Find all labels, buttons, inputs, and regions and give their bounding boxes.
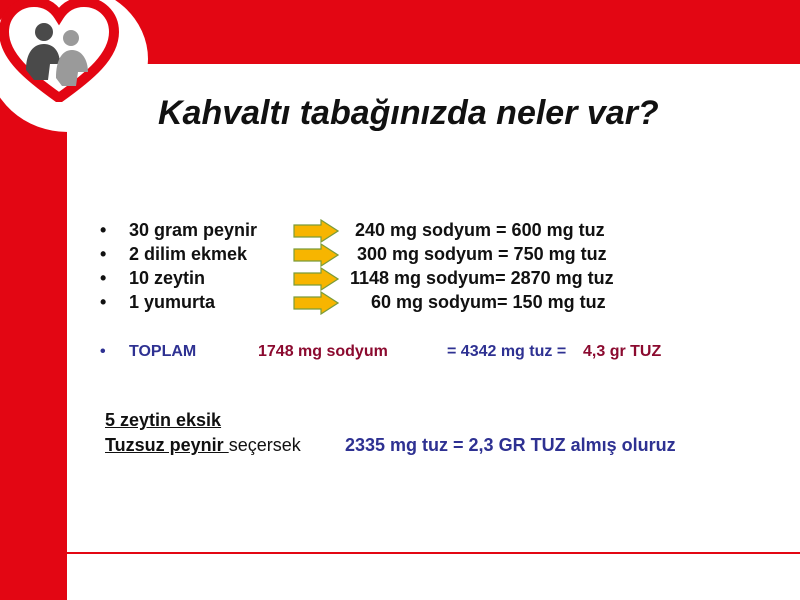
- bottom-divider: [67, 552, 800, 554]
- bullet: •: [100, 220, 107, 240]
- sodium-value: 240 mg sodyum = 600 mg tuz: [355, 220, 605, 240]
- sodium-value: 300 mg sodyum = 750 mg tuz: [357, 244, 607, 264]
- total-grams: 4,3 gr TUZ: [583, 343, 662, 360]
- food-name: 2 dilim ekmek: [129, 244, 248, 264]
- heart-family-logo-icon: [0, 0, 120, 102]
- sodium-value: 60 mg sodyum= 150 mg tuz: [371, 292, 606, 312]
- note-underlined-text: Tuzsuz peynir: [105, 435, 229, 455]
- note-line-2: [105, 435, 676, 456]
- bullet: •: [100, 343, 106, 360]
- note-line-1: 5 zeytin eksik: [105, 410, 222, 430]
- bullet: •: [100, 292, 107, 312]
- right-arrow-icon: [293, 267, 339, 291]
- bullet: •: [100, 268, 107, 288]
- content-panel: [67, 64, 800, 600]
- total-label: TOPLAM: [129, 343, 197, 360]
- total-sodium: 1748 mg sodyum: [258, 343, 388, 360]
- bullet: •: [100, 244, 107, 264]
- right-arrow-icon: [293, 243, 339, 267]
- food-name: 10 zeytin: [129, 268, 206, 288]
- note-text: seçersek: [228, 435, 301, 455]
- food-name: 30 gram peynir: [129, 220, 258, 240]
- total-salt: = 4342 mg tuz =: [447, 343, 567, 360]
- sodium-value: 1148 mg sodyum= 2870 mg tuz: [350, 268, 614, 288]
- right-arrow-icon: [293, 219, 339, 243]
- right-arrow-icon: [293, 291, 339, 315]
- slide-title: Kahvaltı tabağınızda neler var?: [158, 94, 659, 132]
- note-result: 2335 mg tuz = 2,3 GR TUZ almış oluruz: [345, 435, 676, 455]
- food-name: 1 yumurta: [129, 292, 216, 312]
